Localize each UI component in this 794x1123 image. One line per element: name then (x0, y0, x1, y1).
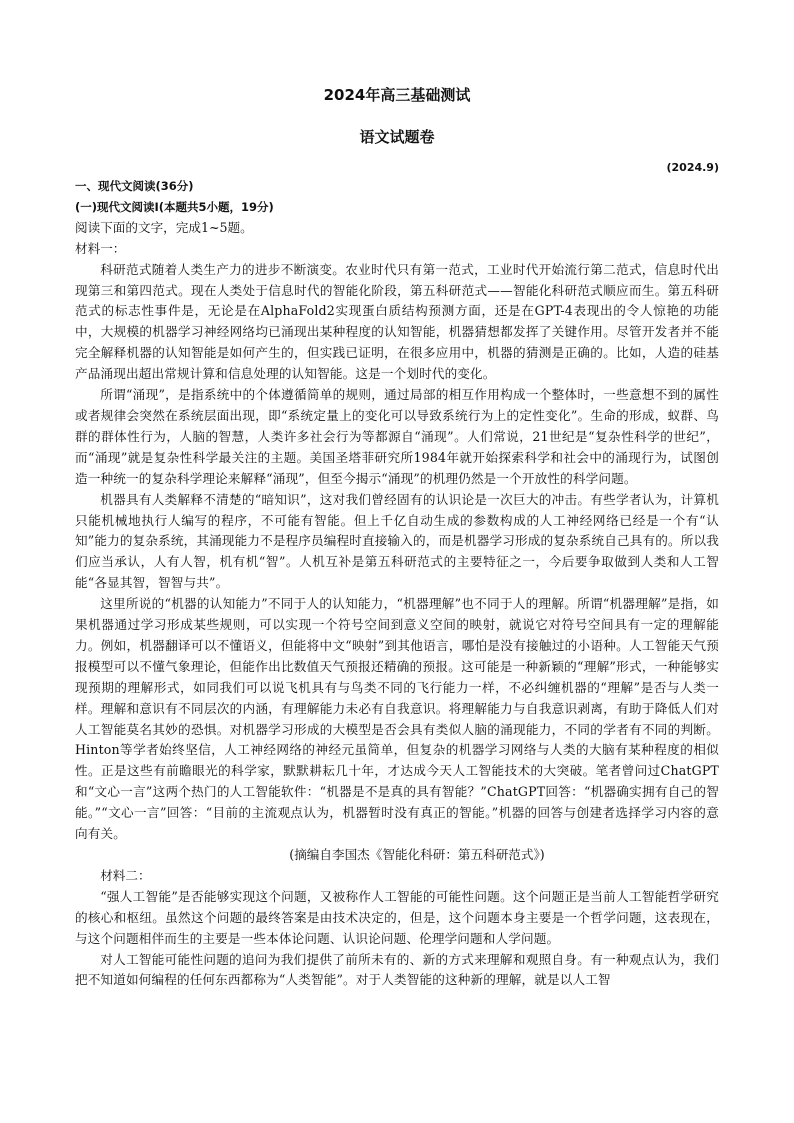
material2-label: 材料二： (100, 867, 151, 883)
reading-instruction: 阅读下面的文字，完成1~5题。 (75, 219, 253, 235)
exam-subtitle: 语文试题卷 (359, 128, 435, 146)
section-heading: 一、现代文阅读(36分) (75, 179, 194, 193)
subsection-heading: (一)现代文阅读Ⅰ(本题共5小题，19分) (75, 199, 274, 214)
exam-date: (2024.9) (666, 161, 719, 174)
material1-source: (摘编自李国杰《智能化科研：第五科研范式》) (289, 847, 545, 862)
material2-paragraph-1: “强人工智能”是否能够实现这个问题，又被称作人工智能的可能性问题。这个问题正是当前人工智能哲学研究的核心和枢纽。虽然这个问题的最终答案是由技术决定的，但是，这个问题本身主要是一个哲学问题，这表现在，与这个问题相伴而生的主要是一些本体论问题、认识论问题、伦理学问题和人学问题。 (75, 888, 719, 946)
material1-paragraph-4: 这里所说的“机器的认知能力”不同于人的认知能力，“机器理解”也不同于人的理解。所谓“机器理解”是指，如果机器通过学习形成某些规则，可以实现一个符号空间到意义空间的映射，就说它对符号空间具有一定的理解能力。例如，机器翻译可以不懂语义，但能将中文“映射”到其他语言，哪怕是没有接触过的小语种。人工智能天气预报模型可以不懂气象理论，但能作出比数值天气预报还精确的预报。这可能是一种新颖的“理解”形式，一种能够实现预期的理解形式，如同我们可以说飞机具有与鸟类不同的飞行能力一样，不必纠缠机器的“理解”是否与人类一样。理解和意识有不同层次的内涵，有理解能力未必有自我意识。将理解能力与自我意识剥离，有助于降低人们对人工智能莫名其妙的恐惧。对机器学习形成的大模型是否会具有类似人脑的涌现能力，不同的学者有不同的判断。Hinton等学者始终坚信，人工神经网络的神经元虽简单，但复杂的机器学习网络与人类的大脑有某种程度的相似性。正是这些有前瞻眼光的科学家，默默耕耘几十年，才达成今天人工智能技术的大突破。笔者曾问过ChatGPT和“文心一言”这两个热门的人工智能软件：“机器是不是真的具有智能？”ChatGPT回答：“机器确实拥有自己的智能。”“文心一言”回答：“目前的主流观点认为，机器暂时没有真正的智能。”机器的回答与创建者选择学习内容的意向有关。 (75, 596, 719, 842)
material1-paragraph-3: 机器具有人类解释不清楚的“暗知识”，这对我们曾经固有的认识论是一次巨大的冲击。有些学者认为，计算机只能机械地执行人编写的程序，不可能有智能。但上千亿自动生成的参数构成的人工神经网络已经是一个有“认知”能力的复杂系统，其涌现能力不是程序员编程时直接输入的，而是机器学习形成的复杂系统自己具有的。所以我们应当承认，人有人智，机有机“智”。人机互补是第五科研范式的主要特征之一，今后要争取做到人类和人工智能“各显其智，智智与共”。 (75, 491, 719, 591)
material1-paragraph-2: 所谓“涌现”，是指系统中的个体遵循简单的规则，通过局部的相互作用构成一个整体时，一些意想不到的属性或者规律会突然在系统层面出现，即“系统定量上的变化可以导致系统行为上的定性变化”。生命的形成，蚁群、鸟群的群体性行为，人脑的智慧，人类许多社会行为等都源自“涌现”。人们常说，21世纪是“复杂性科学的世纪”，而“涌现”就是复杂性科学最关注的主题。美国圣塔菲研究所1984年就开始探索科学和社会中的涌现行为，试图创造一种统一的复杂科学理论来解释“涌现”，但至今揭示“涌现”的机理仍然是一个开放性的科学问题。 (75, 387, 719, 486)
exam-title: 2024年高三基础测试 (323, 86, 471, 104)
exam-page (75, 84, 719, 991)
material1-label: 材料一： (75, 240, 126, 256)
material1-paragraph-1: 科研范式随着人类生产力的进步不断演变。农业时代只有第一范式，工业时代开始流行第二范式，信息时代出现第三和第四范式。现在人类处于信息时代的智能化阶段，第五科研范式——智能化科研范式顺应而生。第五科研范式的标志性事件是，无论是在AlphaFold2实现蛋白质结构预测方面，还是在GPT-4表现出的令人惊艳的功能中，大规模的机器学习神经网络均已涌现出某种程度的认知智能，机器猜想都发挥了关键作用。尽管开发者并不能完全解释机器的认知智能是如何产生的，但实践已证明，在很多应用中，机器的猜测是正确的。比如，人造的硅基产品涌现出超出常规计算和信息处理的认知智能。这是一个划时代的变化。 (75, 261, 719, 382)
material2-paragraph-2: 对人工智能可能性问题的追问为我们提供了前所未有的、新的方式来理解和观照自身。有一种观点认为，我们把不知道如何编程的任何东西都称为“人类智能”。对于人类智能的这种新的理解，就是以人工智 (75, 951, 719, 988)
